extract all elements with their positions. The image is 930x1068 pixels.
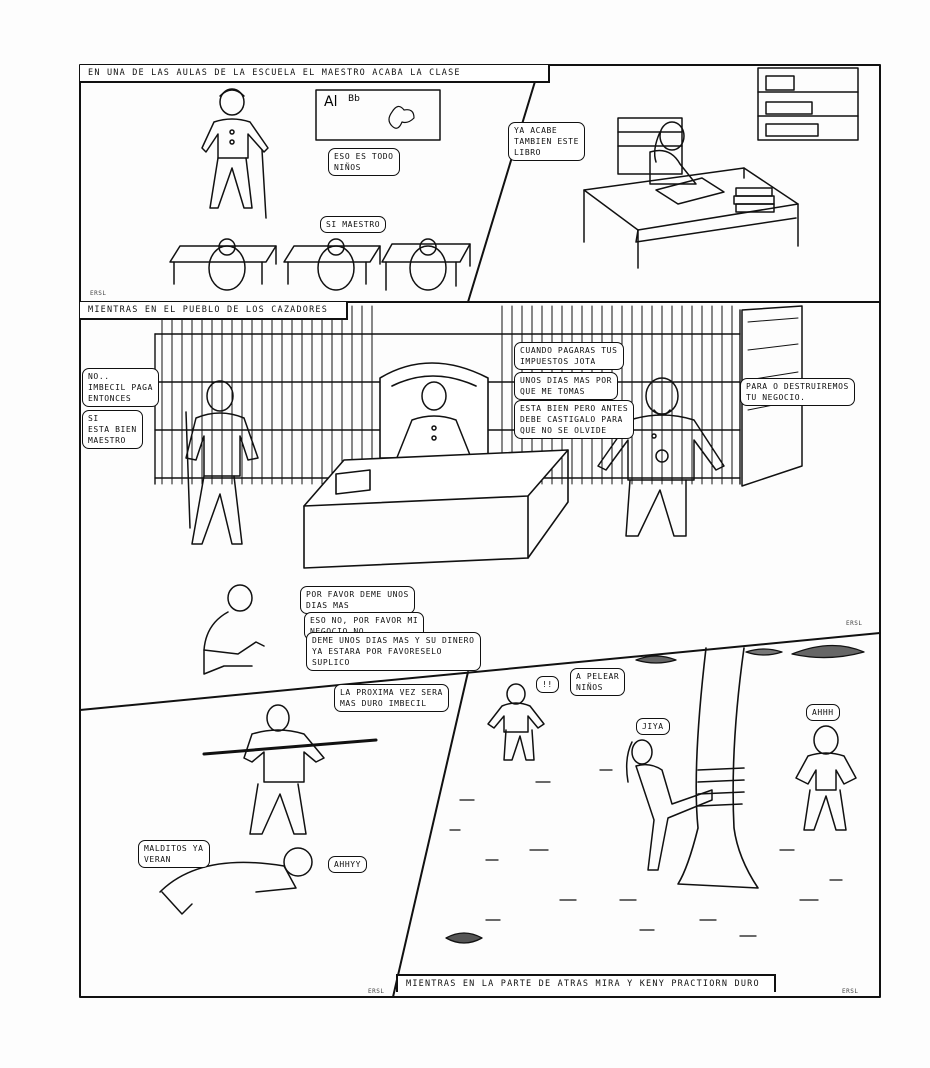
signature-panel1: ERSL [90, 290, 107, 297]
bubble-ahhyy: AHHYY [328, 856, 367, 873]
bubble-esta-bien-pero: ESTA BIEN PERO ANTES DEBE CASTIGALO PARA QUE NO SE OLVIDE [514, 400, 634, 439]
teacher-figure [202, 89, 268, 218]
bubble-a-pelear: A PELEAR NIÑOS [570, 668, 625, 696]
reading-desk [584, 168, 798, 268]
bubble-students-reply: SI MAESTRO [320, 216, 386, 233]
bookshelf [758, 68, 858, 140]
bubble-por-favor: POR FAVOR DEME UNOS DIAS MAS [300, 586, 415, 614]
fighter-left [488, 684, 544, 760]
signature-panel6: ERSL [842, 988, 859, 995]
kneeling-shopkeeper [204, 585, 264, 674]
bubble-girl-book: YA ACABE TAMBIEN ESTE LIBRO [508, 122, 585, 161]
bubble-la-proxima: LA PROXIMA VEZ SERA MAS DURO IMBECIL [334, 684, 449, 712]
fighter-kick [627, 740, 712, 870]
student-desks [170, 239, 470, 290]
bubble-deme-unos: DEME UNOS DIAS MAS Y SU DINERO YA ESTARA POR FAVORESELO SUPLICO [306, 632, 481, 671]
caption-panel1: EN UNA DE LAS AULAS DE LA ESCUELA EL MAESTRO ACABA LA CLASE [80, 65, 550, 83]
bubble-malditos: MALDITOS YA VERAN [138, 840, 210, 868]
blackboard-text-left: Al [324, 94, 338, 110]
bubble-cuando-pagaras: CUANDO PAGARAS TUS IMPUESTOS JOTA [514, 342, 624, 370]
signature-panel3: ERSL [846, 620, 863, 627]
bubble-no-imbecil: NO.. IMBECIL PAGA ENTONCES [82, 368, 159, 407]
bubble-unos-dias: UNOS DIAS MAS POR QUE ME TOMAS [514, 372, 618, 400]
fighter-right [796, 726, 856, 830]
staff-warrior [204, 705, 376, 834]
caption-panel3: MIENTRAS EN EL PUEBLO DE LOS CAZADORES [80, 302, 348, 320]
bubble-jiya: JIYA [636, 718, 670, 735]
caption-panel6: MIENTRAS EN LA PARTE DE ATRAS MIRA Y KENY PRACTIORN DURO [396, 974, 776, 992]
bubble-eso-no: ESO NO, POR FAVOR MI [304, 612, 424, 640]
bubble-para-o-destruiremos: PARA O DESTRUIREMOS TU NEGOCIO. [740, 378, 855, 406]
blackboard-text-right: Bb [348, 94, 360, 104]
bubble-si-esta-bien: SI ESTA BIEN MAESTRO [82, 410, 143, 449]
grass-tufts [446, 645, 864, 943]
bubble-teacher-done: ESO ES TODO NIÑOS [328, 148, 400, 176]
signature-panel4: ERSL [368, 988, 385, 995]
boss-desk [304, 450, 568, 568]
bubble-exclaim: !! [536, 676, 559, 693]
big-tree [678, 648, 758, 888]
bubble-ahhh: AHHH [806, 704, 840, 721]
girl-reading [618, 118, 696, 184]
